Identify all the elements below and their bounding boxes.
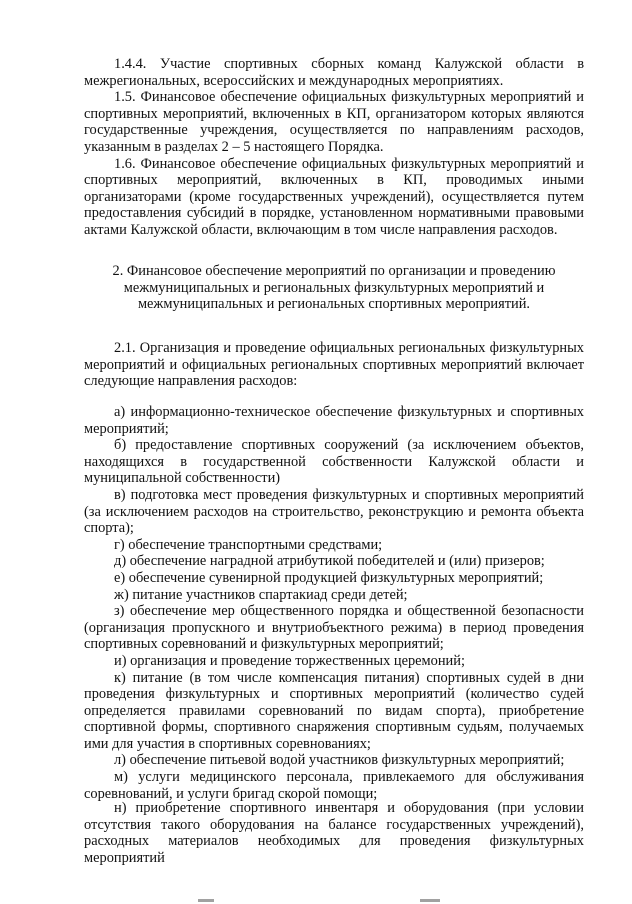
scan-artifact	[420, 899, 440, 902]
list-item: л) обеспечение питьевой водой участников физкультурных мероприятий;	[114, 752, 565, 769]
list-item: б) предоставление спортивных сооружений (за исключением объектов, находящихся в государственной собственности Калужской области и муниципальной собственности)	[84, 437, 584, 487]
paragraph-1-6: 1.6. Финансовое обеспечение официальных физкультурных мероприятий и спортивных мероприятий, включенных в КП, проводимых иными организаторами (кроме государственных учреждений), осуществляется путем предоставления субсидий в порядке, установленном нормативными правовыми актами Калужской области, включающим в том числе направления расходов.	[84, 155, 584, 238]
expense-list	[84, 404, 584, 802]
intro-block	[84, 56, 584, 239]
list-item-n: н) приобретение спортивного инвентаря и оборудования (при условии отсутствия такого оборудования на балансе государственных учреждений), расходных материалов необходимых для проведения физкультурных мероприятий	[84, 800, 584, 866]
list-item: е) обеспечение сувенирной продукцией физкультурных мероприятий;	[114, 569, 544, 586]
list-item: з) обеспечение мер общественного порядка и общественной безопасности (организация пропускного и внутриобъектного режима) в период проведения спортивных соревнований и физкультурных мероприятий;	[84, 603, 584, 653]
paragraph-1-4-4: 1.4.4. Участие спортивных сборных команд Калужской области в межрегиональных, всероссийских и международных мероприятиях.	[84, 56, 584, 89]
list-item: г) обеспечение транспортными средствами;	[114, 536, 383, 553]
section-heading-text: 2. Финансовое обеспечение мероприятий по организации и проведению межмуниципальных и региональных физкультурных мероприятий и межмуниципальных и региональных спортивных мероприятий.	[112, 263, 556, 313]
last-item-block	[84, 800, 584, 866]
paragraph-2-1: 2.1. Организация и проведение официальных региональных физкультурных мероприятий и официальных региональных спортивных мероприятий включает следующие направления расходов:	[84, 340, 584, 390]
section-2-heading	[84, 263, 584, 313]
list-item: д) обеспечение наградной атрибутикой победителей и (или) призеров;	[114, 553, 545, 570]
scan-artifact	[198, 899, 214, 902]
list-item: м) услуги медицинского персонала, привлекаемого для обслуживания соревнований, и услуги бригад скорой помощи;	[84, 769, 584, 802]
list-item: ж) питание участников спартакиад среди детей;	[114, 586, 408, 603]
list-item: и) организация и проведение торжественных церемоний;	[114, 652, 465, 669]
list-item: в) подготовка мест проведения физкультурных и спортивных мероприятий (за исключением расходов на строительство, реконструкцию и ремонта объекта спорта);	[84, 486, 584, 537]
paragraph-1-5: 1.5. Финансовое обеспечение официальных физкультурных мероприятий и спортивных мероприятий, включенных в КП, организатором которых являются государственные учреждения, осуществляется по направлениям расходов, указанным в разделах 2 – 5 настоящего Порядка.	[84, 89, 584, 155]
list-item: к) питание (в том числе компенсация питания) спортивных судей в дни проведения физкультурных и спортивных мероприятий (количество судей определяется правилами соревнований по видам спорта), приобретение спортивной формы, спортивного снаряжения спортивным судьям, получаемых ими для участия в спортивных соревнованиях;	[84, 669, 584, 752]
list-item: а) информационно-техническое обеспечение физкультурных и спортивных мероприятий;	[84, 404, 584, 437]
paragraph-2-1-block	[84, 340, 584, 390]
